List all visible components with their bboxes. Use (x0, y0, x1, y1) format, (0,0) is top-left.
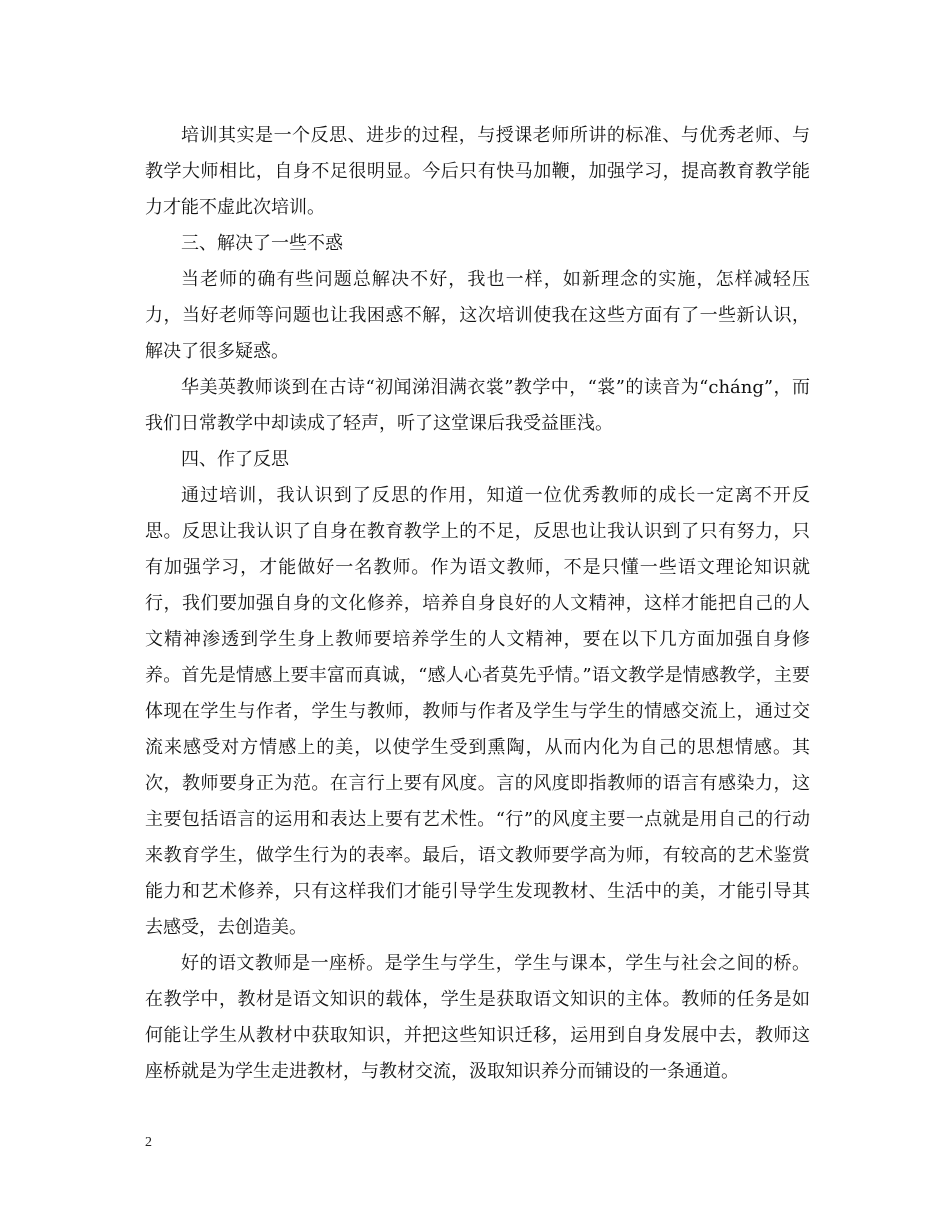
paragraph-reflection: 通过培训，我认识到了反思的作用，知道一位优秀教师的成长一定离不开反思。反思让我认识了自身在教育教学上的不足，反思也让我认识到了只有努力，只有加强学习，才能做好一名教师。作为语文教师，不是只懂一些语文理论知识就行，我们要加强自身的文化修养，培养自身良好的人文精神，这样才能把自己的人文精神渗透到学生身上教师要培养学生的人文精神，要在以下几方面加强自身修养。首先是情感上要丰富而真诚，“感人心者莫先乎情。”语文教学是情感教学，主要体现在学生与作者，学生与教师，教师与作者及学生与学生的情感交流上，通过交流来感受对方情感上的美，以使学生受到熏陶，从而内化为自己的思想情感。其次，教师要身正为范。在言行上要有风度。言的风度即指教师的语言有感染力，这主要包括语言的运用和表达上要有艺术性。“行”的风度主要一点就是用自己的行动来教育学生，做学生行为的表率。最后，语文教师要学高为师，有较高的艺术鉴赏能力和艺术修养，只有这样我们才能引导学生发现教材、生活中的美，才能引导其去感受，去创造美。 (145, 485, 810, 938)
paragraph-pronunciation-example: 华美英教师谈到在古诗“初闻涕泪满衣裳”教学中，“裳”的读音为“cháng”，而我们日常教学中却读成了轻声，听了这堂课后我受益匪浅。 (145, 377, 810, 434)
page-number: 2 (145, 1135, 152, 1150)
document-body (145, 118, 810, 1090)
section-heading-four: 四、作了反思 (181, 449, 289, 470)
paragraph-training-reflection: 培训其实是一个反思、进步的过程，与授课老师所讲的标准、与优秀老师、与教学大师相比，自身不足很明显。今后只有快马加鞭，加强学习，提高教育教学能力才能不虚此次培训。 (145, 125, 810, 218)
section-heading-three: 三、解决了一些不惑 (181, 233, 343, 254)
paragraph-resolve-confusion: 当老师的确有些问题总解决不好，我也一样，如新理念的实施，怎样减轻压力，当好老师等问题也让我困惑不解，这次培训使我在这些方面有了一些新认识，解决了很多疑惑。 (145, 269, 810, 362)
paragraph-teacher-bridge: 好的语文教师是一座桥。是学生与学生，学生与课本，学生与社会之间的桥。在教学中，教材是语文知识的载体，学生是获取语文知识的主体。教师的任务是如何能让学生从教材中获取知识，并把这些知识迁移，运用到自身发展中去，教师这座桥就是为学生走进教材，与教材交流，汲取知识养分而铺设的一条通道。 (145, 953, 810, 1082)
